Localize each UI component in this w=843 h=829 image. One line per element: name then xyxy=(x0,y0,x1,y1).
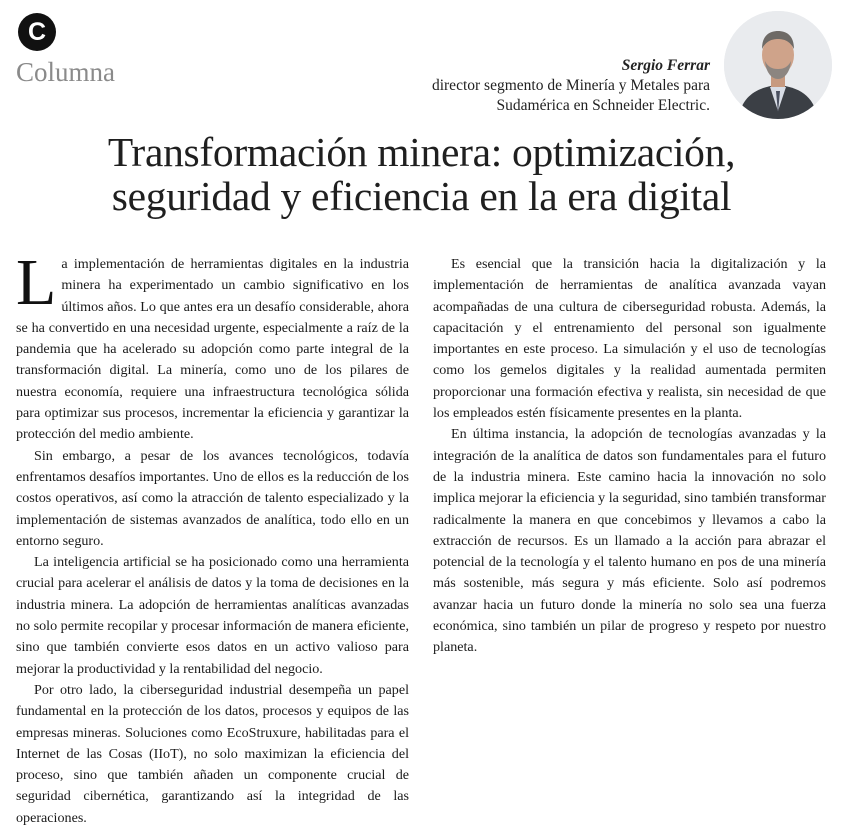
headline-line-1: Transformación minera: optimización, xyxy=(107,129,736,175)
section-label: Columna xyxy=(16,57,115,87)
author-name: Sergio Ferrar xyxy=(621,57,710,74)
body-paragraph: Por otro lado, la ciberseguridad industrial desempeña un papel fundamental en la protección de los datos, procesos y equipos de las empresas mineras. Soluciones como EcoStruxure, habilitadas para el Internet de las Cosas (IIoT), no solo maximizan la eficiencia del proceso, sino que también añaden un componente crucial de seguridad cibernética, garantizando así la integridad de las operaciones. xyxy=(16,681,409,826)
headline-line-2: seguridad y eficiencia en la era digital xyxy=(111,173,732,219)
body-paragraph: Es esencial que la transición hacia la digitalización y la implementación de herramientas de analítica avanzada vayan acompañadas de una cultura de ciberseguridad robusta. Además, la capacitación y el entrenamiento del personal son igualmente importantes en este proceso. La simulación y el uso de tecnologías como los gemelos digitales y la realidad aumentada permiten proporcionar una formación efectiva y realista, sin necesidad de que los empleados estén físicamente presentes en la planta. xyxy=(433,256,826,422)
author-block xyxy=(432,56,710,116)
author-role-line-2: Sudamérica en Schneider Electric. xyxy=(496,97,710,114)
author-photo xyxy=(724,11,832,119)
column-badge: C xyxy=(18,13,56,51)
body-paragraph xyxy=(16,246,409,446)
body-paragraph: En última instancia, la adopción de tecnologías avanzadas y la integración de la analítica de datos son fundamentales para el futuro de la industria minera. Este camino hacia la innovación no solo implica mejorar la eficiencia y la seguridad, sino también transformar radicalmente la manera en que concebimos y llevamos a cabo la extracción de recursos. Es un llamado a la acción para abrazar el potencial de la tecnología y el talento humano en pos de una minería más sostenible, más segura y más eficiente. Solo así podremos avanzar hacia un futuro donde la minería no solo sea una fuerza económica, sino también un pilar de progreso y respeto por nuestro planeta. xyxy=(433,426,826,656)
drop-cap: L xyxy=(16,246,57,319)
author-portrait-icon xyxy=(724,11,832,119)
body-column-right xyxy=(433,254,826,744)
body-column-left xyxy=(16,246,409,826)
article-headline xyxy=(0,130,843,218)
paragraph-text: a implementación de herramientas digitales en la industria minera ha experimentado un cambio significativo en los últimos años. Lo que antes era un desafío considerable, ahora se ha convertido en una necesidad urgente, especialmente a raíz de la pandemia que ha acelerado su adopción como parte integral de la transformación digital. La minería, como uno de los pilares de nuestra economía, requiere una infraestructura tecnológica sólida para optimizar sus procesos, incrementar la eficiencia y garantizar la protección del medio ambiente. xyxy=(16,256,409,443)
article-body xyxy=(16,246,826,826)
author-role-line-1: director segmento de Minería y Metales para xyxy=(431,77,710,94)
body-paragraph: Sin embargo, a pesar de los avances tecnológicos, todavía enfrentamos desafíos importantes. Uno de ellos es la reducción de los costos operativos, así como la atracción de talento especializado y la implementación de sistemas avanzados de analítica, todo ello en un entorno seguro. xyxy=(16,447,409,549)
body-paragraph: La inteligencia artificial se ha posicionado como una herramienta crucial para acelerar el análisis de datos y la toma de decisiones en la industria minera. La adopción de herramientas analíticas avanzadas no solo permite recopilar y procesar información de manera eficiente, sino que también convierte esos datos en un activo valioso para mejorar la productividad y la rentabilidad del negocio. xyxy=(16,554,409,677)
